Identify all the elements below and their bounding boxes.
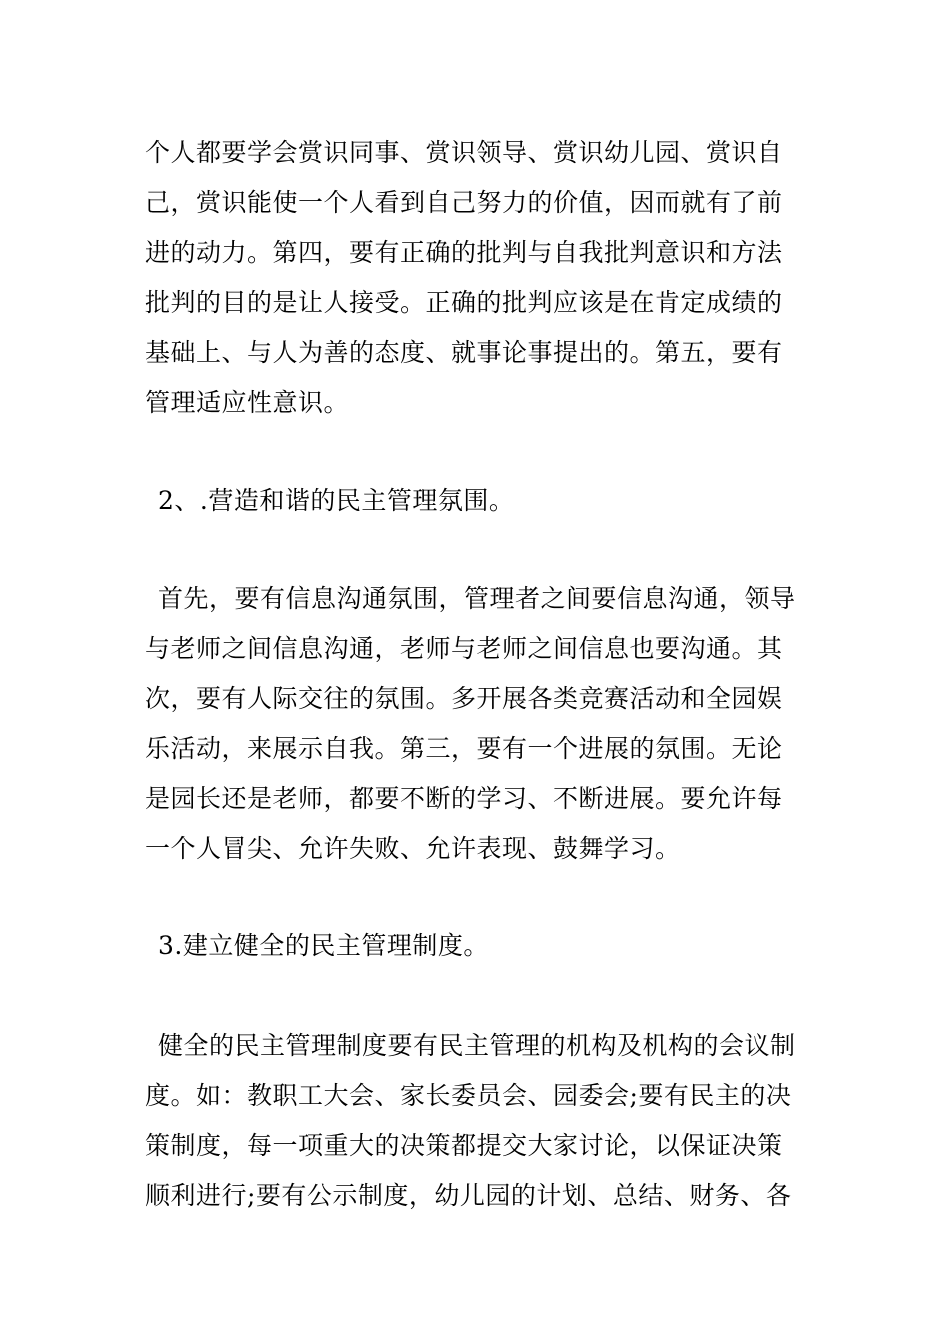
paragraph-line: 个人都要学会赏识同事、赏识领导、赏识幼儿园、赏识自 bbox=[145, 138, 783, 167]
paragraph-line: 是园长还是老师，都要不断的学习、不断进展。要允许每 bbox=[145, 784, 783, 813]
section-heading: 3.建立健全的民主管理制度。 bbox=[158, 931, 489, 960]
paragraph-line: 度。如：教职工大会、家长委员会、园委会;要有民主的决 bbox=[145, 1081, 792, 1110]
paragraph-line: 次，要有人际交往的氛围。多开展各类竞赛活动和全园娱 bbox=[145, 684, 783, 713]
paragraph-line: 一个人冒尖、允许失败、允许表现、鼓舞学习。 bbox=[145, 834, 681, 863]
paragraph-line: 基础上、与人为善的态度、就事论事提出的。第五，要有 bbox=[145, 338, 783, 367]
paragraph-line: 首先，要有信息沟通氛围，管理者之间要信息沟通，领导 bbox=[158, 584, 796, 613]
paragraph-line: 顺利进行;要有公示制度，幼儿园的计划、总结、财务、各 bbox=[145, 1181, 792, 1210]
paragraph-line: 策制度，每一项重大的决策都提交大家讨论，以保证决策 bbox=[145, 1131, 783, 1160]
paragraph-line: 进的动力。第四，要有正确的批判与自我批判意识和方法 bbox=[145, 238, 783, 267]
paragraph-line: 健全的民主管理制度要有民主管理的机构及机构的会议制 bbox=[158, 1031, 796, 1060]
paragraph-line: 乐活动，来展示自我。第三，要有一个进展的氛围。无论 bbox=[145, 734, 783, 763]
paragraph-line: 与老师之间信息沟通，老师与老师之间信息也要沟通。其 bbox=[145, 634, 783, 663]
paragraph-line: 己，赏识能使一个人看到自己努力的价值，因而就有了前 bbox=[145, 188, 783, 217]
paragraph-line: 管理适应性意识。 bbox=[145, 388, 350, 417]
section-heading: 2、.营造和谐的民主管理氛围。 bbox=[158, 486, 515, 515]
paragraph-line: 批判的目的是让人接受。正确的批判应该是在肯定成绩的 bbox=[145, 288, 783, 317]
